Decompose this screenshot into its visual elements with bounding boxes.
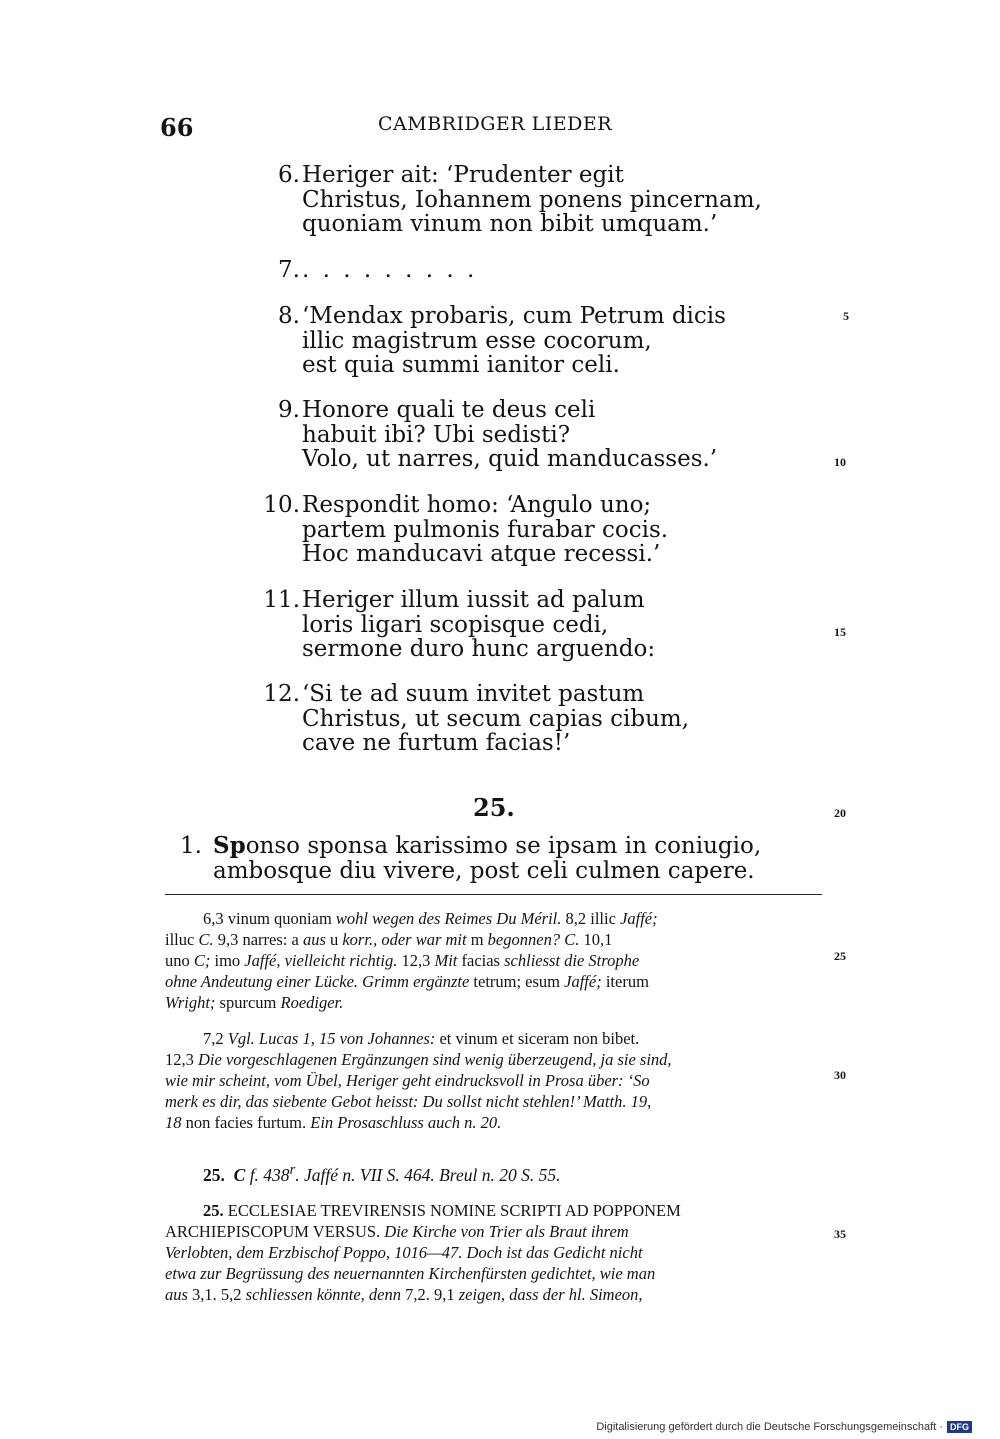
- initial-bold: Sp: [213, 832, 246, 859]
- verse-line: Heriger ait: ‘Prudenter egit: [302, 162, 624, 188]
- source-note: [203, 1160, 823, 1186]
- margin-line-number: 5: [843, 309, 849, 323]
- verse-line-rest: onso sponsa karissimo se ipsam in coniugio,: [245, 833, 762, 859]
- margin-line-number: 25: [834, 949, 846, 963]
- lacuna-dots: . . . . . . . . .: [302, 257, 478, 283]
- verse-line: illic magistrum esse cocorum,: [302, 327, 652, 354]
- footnote-rule: [165, 894, 822, 895]
- note-line: 25. C f. 438$^r$. Jaffé n. VII S. 464. Breul n. 20 S. 55.: [203, 1162, 561, 1185]
- verse-line: ambosque diu vivere, post celi culmen capere.: [213, 857, 755, 884]
- note-line: 6,3 vinum quoniam wohl wegen des Reimes Du Méril. 8,2 illic Jaffé;: [203, 909, 658, 928]
- margin-line-number: 10: [834, 455, 846, 469]
- note-line: 12,3 Die vorgeschlagenen Ergänzungen sind wenig überzeugend, ja sie sind,: [165, 1050, 672, 1069]
- verse-line: Volo, ut narres, quid manducasses.’: [302, 446, 718, 472]
- note-line: merk es dir, das siebente Gebot heisst: Du sollst nicht stehlen!’ Matth. 19,: [165, 1092, 652, 1111]
- stanza-number: 6.: [278, 162, 300, 188]
- stanza-number: 7.: [278, 257, 300, 283]
- dfg-logo: DFG: [947, 1421, 972, 1433]
- note-line: aus 3,1. 5,2 schliessen könnte, denn 7,2. 9,1 zeigen, dass der hl. Simeon,: [165, 1285, 643, 1304]
- stanza-number: 1.: [180, 833, 202, 859]
- verse-line: loris ligari scopisque cedi,: [302, 611, 609, 638]
- margin-line-number: 35: [834, 1227, 846, 1241]
- note-line: Verlobten, dem Erzbischof Poppo, 1016—47. Doch ist das Gedicht nicht: [165, 1243, 643, 1262]
- verse-line: Honore quali te deus celi: [302, 397, 596, 423]
- note-line: etwa zur Begrüssung des neuernannten Kirchenfürsten gedichtet, wie man: [165, 1264, 656, 1283]
- note-line: ohne Andeutung einer Lücke. Grimm ergänzte tetrum; esum Jaffé; iterum: [165, 972, 649, 991]
- verse-line: cave ne furtum facias!’: [302, 730, 571, 756]
- note-line: uno C; imo Jaffé, vielleicht richtig. 12,3 Mit facias schliesst die Strophe: [165, 951, 640, 970]
- commentary: [165, 1028, 823, 1133]
- note-line: illuc C. 9,3 narres: a aus u korr., oder war mit m begonnen? C. 10,1: [165, 930, 613, 949]
- footer-text: Digitalisierung gefördert durch die Deutsche Forschungsgemeinschaft ·: [596, 1421, 943, 1433]
- page-number: 66: [160, 113, 194, 142]
- stanza-number: 8.: [278, 303, 300, 329]
- verse-line: habuit ibi? Ubi sedisti?: [302, 421, 571, 448]
- note-line: 7,2 Vgl. Lucas 1, 15 von Johannes: et vinum et siceram non bibet.: [203, 1029, 640, 1048]
- verse-line: ‘Si te ad suum invitet pastum: [302, 681, 645, 707]
- note-line: Wright; spurcum Roediger.: [165, 993, 344, 1012]
- poem-intro-note: [165, 1200, 823, 1305]
- stanza-number: 9.: [278, 397, 300, 423]
- running-title: CAMBRIDGER LIEDER: [378, 113, 613, 135]
- poem-number: 25.: [473, 793, 515, 822]
- digitization-footer: [596, 1421, 972, 1433]
- verse-line: Christus, Iohannem ponens pincernam,: [302, 186, 762, 213]
- verse-line: Heriger illum iussit ad palum: [302, 587, 645, 613]
- note-line: ARCHIEPISCOPUM VERSUS. Die Kirche von Trier als Braut ihrem: [165, 1222, 629, 1241]
- verse-line: est quia summi ianitor celi.: [302, 352, 620, 378]
- stanza-number: 10.: [263, 492, 300, 518]
- note-line: 25. ECCLESIAE TREVIRENSIS NOMINE SCRIPTI AD POPPONEM: [203, 1201, 681, 1220]
- verse-line: Respondit homo: ‘Angulo uno;: [302, 492, 652, 518]
- margin-line-number: 15: [834, 625, 846, 639]
- note-line: wie mir scheint, vom Übel, Heriger geht eindrucksvoll in Prosa über: ‘So: [165, 1071, 650, 1090]
- stanza-number: 11.: [263, 587, 300, 613]
- note-line: 18 non facies furtum. Ein Prosaschluss auch n. 20.: [165, 1113, 502, 1132]
- verse-line: Hoc manducavi atque recessi.’: [302, 541, 661, 567]
- verse-line: Christus, ut secum capias cibum,: [302, 705, 690, 732]
- verse-line: [213, 834, 761, 859]
- margin-line-number: 30: [834, 1068, 846, 1082]
- critical-apparatus: [165, 908, 823, 1013]
- margin-line-number: 20: [834, 806, 846, 820]
- verse-line: quoniam vinum non bibit umquam.’: [302, 211, 718, 237]
- verse-line: partem pulmonis furabar cocis.: [302, 516, 669, 543]
- verse-line: ‘Mendax probaris, cum Petrum dicis: [302, 303, 726, 329]
- verse-line: sermone duro hunc arguendo:: [302, 636, 656, 662]
- stanza-number: 12.: [263, 681, 300, 707]
